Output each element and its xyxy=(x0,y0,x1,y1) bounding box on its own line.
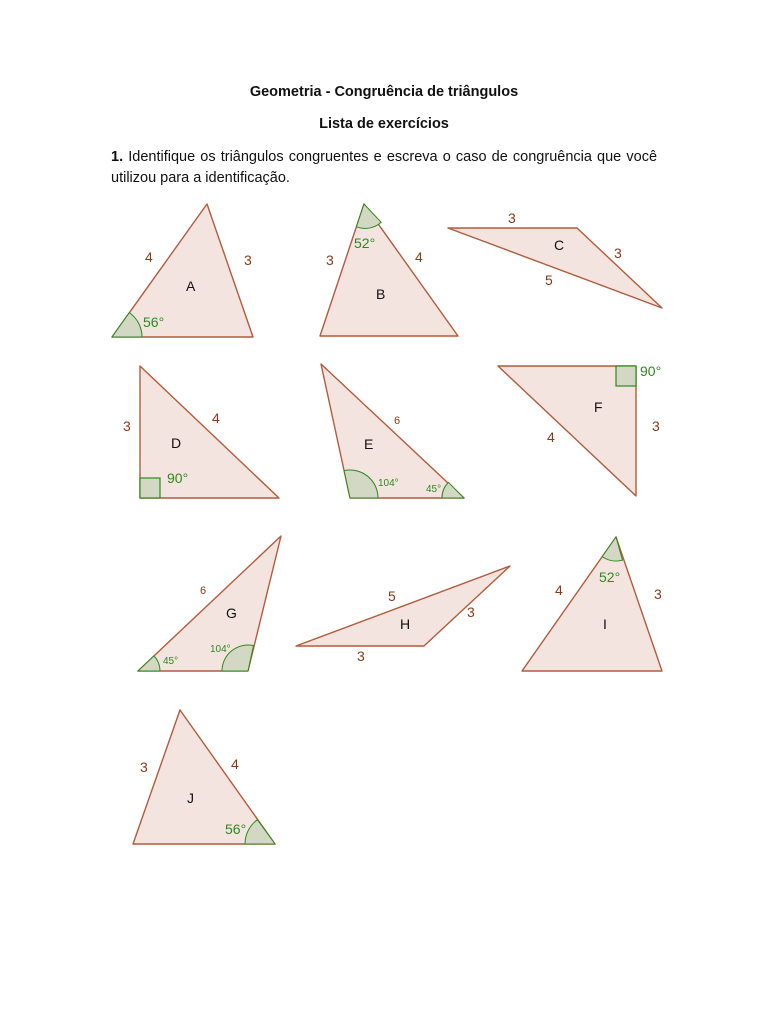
triangle-b-label: B xyxy=(376,286,386,302)
triangle-h-side-right: 3 xyxy=(467,604,475,620)
triangle-i-label: I xyxy=(603,616,607,632)
triangle-i xyxy=(522,537,662,671)
triangle-g-angle-right: 104° xyxy=(210,644,231,655)
triangle-b xyxy=(320,204,458,336)
triangle-i-side-left: 4 xyxy=(555,582,563,598)
triangle-d xyxy=(123,366,279,498)
triangle-h-side-bottom: 3 xyxy=(357,648,365,664)
triangle-c-label: C xyxy=(554,237,565,253)
triangle-e-angle-left: 104° xyxy=(378,478,399,489)
triangle-a-label: A xyxy=(186,278,196,294)
triangle-a-side-left: 4 xyxy=(145,249,153,265)
triangle-f-shape xyxy=(498,366,636,496)
triangle-j-angle: 56° xyxy=(225,821,247,837)
triangle-d-angle: 90° xyxy=(167,470,189,486)
triangle-f-angle: 90° xyxy=(640,363,662,379)
page-subtitle: Lista de exercícios xyxy=(319,116,449,132)
triangle-a-angle: 56° xyxy=(143,314,165,330)
triangle-i-shape xyxy=(522,537,662,671)
triangle-f-label: F xyxy=(594,399,603,415)
triangle-e xyxy=(321,364,464,498)
triangle-j-side-left: 3 xyxy=(140,759,148,775)
triangle-f-right-angle xyxy=(616,366,636,386)
triangle-d-label: D xyxy=(171,435,182,451)
triangle-j-label: J xyxy=(187,790,194,806)
triangle-i-angle: 52° xyxy=(599,569,621,585)
triangle-e-label: E xyxy=(364,436,374,452)
triangle-b-angle: 52° xyxy=(354,235,376,251)
triangle-f-side-right: 3 xyxy=(652,418,660,434)
triangle-h xyxy=(296,566,510,664)
triangle-b-side-right: 4 xyxy=(415,249,423,265)
triangle-j xyxy=(133,710,275,844)
triangle-d-shape xyxy=(140,366,279,498)
triangle-i-side-right: 3 xyxy=(654,586,662,602)
triangle-e-angle-right: 45° xyxy=(426,484,442,495)
triangle-b-angle-arc xyxy=(356,204,381,228)
triangle-g xyxy=(138,536,281,671)
triangle-b-side-left: 3 xyxy=(326,252,334,268)
triangle-h-label: H xyxy=(400,616,411,632)
triangle-c-side-top: 3 xyxy=(508,210,516,226)
triangle-c-side-bottom: 5 xyxy=(545,272,553,288)
triangle-d-side-hyp: 4 xyxy=(212,410,220,426)
triangle-f-side-hyp: 4 xyxy=(547,429,555,445)
triangle-a-side-right: 3 xyxy=(244,252,252,268)
triangle-c-side-right: 3 xyxy=(614,245,622,261)
triangle-d-right-angle xyxy=(140,478,160,498)
triangle-e-side-hyp: 6 xyxy=(394,415,401,427)
triangle-h-shape xyxy=(296,566,510,646)
question-number: 1. xyxy=(111,149,124,165)
question-text: Identifique os triângulos congruentes e escreva o caso de congruência que você utilizou para a identificação. xyxy=(111,149,658,186)
triangle-j-side-right: 4 xyxy=(231,756,239,772)
triangle-h-side-top: 5 xyxy=(388,588,396,604)
triangle-f xyxy=(498,363,661,496)
triangle-g-side-hyp: 6 xyxy=(200,585,207,597)
triangle-b-shape xyxy=(320,204,458,336)
page-title: Geometria - Congruência de triângulos xyxy=(249,84,519,100)
triangle-d-side-left: 3 xyxy=(123,418,131,434)
triangle-g-angle-left: 45° xyxy=(163,656,179,667)
triangle-g-label: G xyxy=(226,605,237,621)
triangle-i-angle-arc xyxy=(602,537,622,561)
triangle-c xyxy=(448,210,662,308)
triangle-a xyxy=(112,204,253,337)
